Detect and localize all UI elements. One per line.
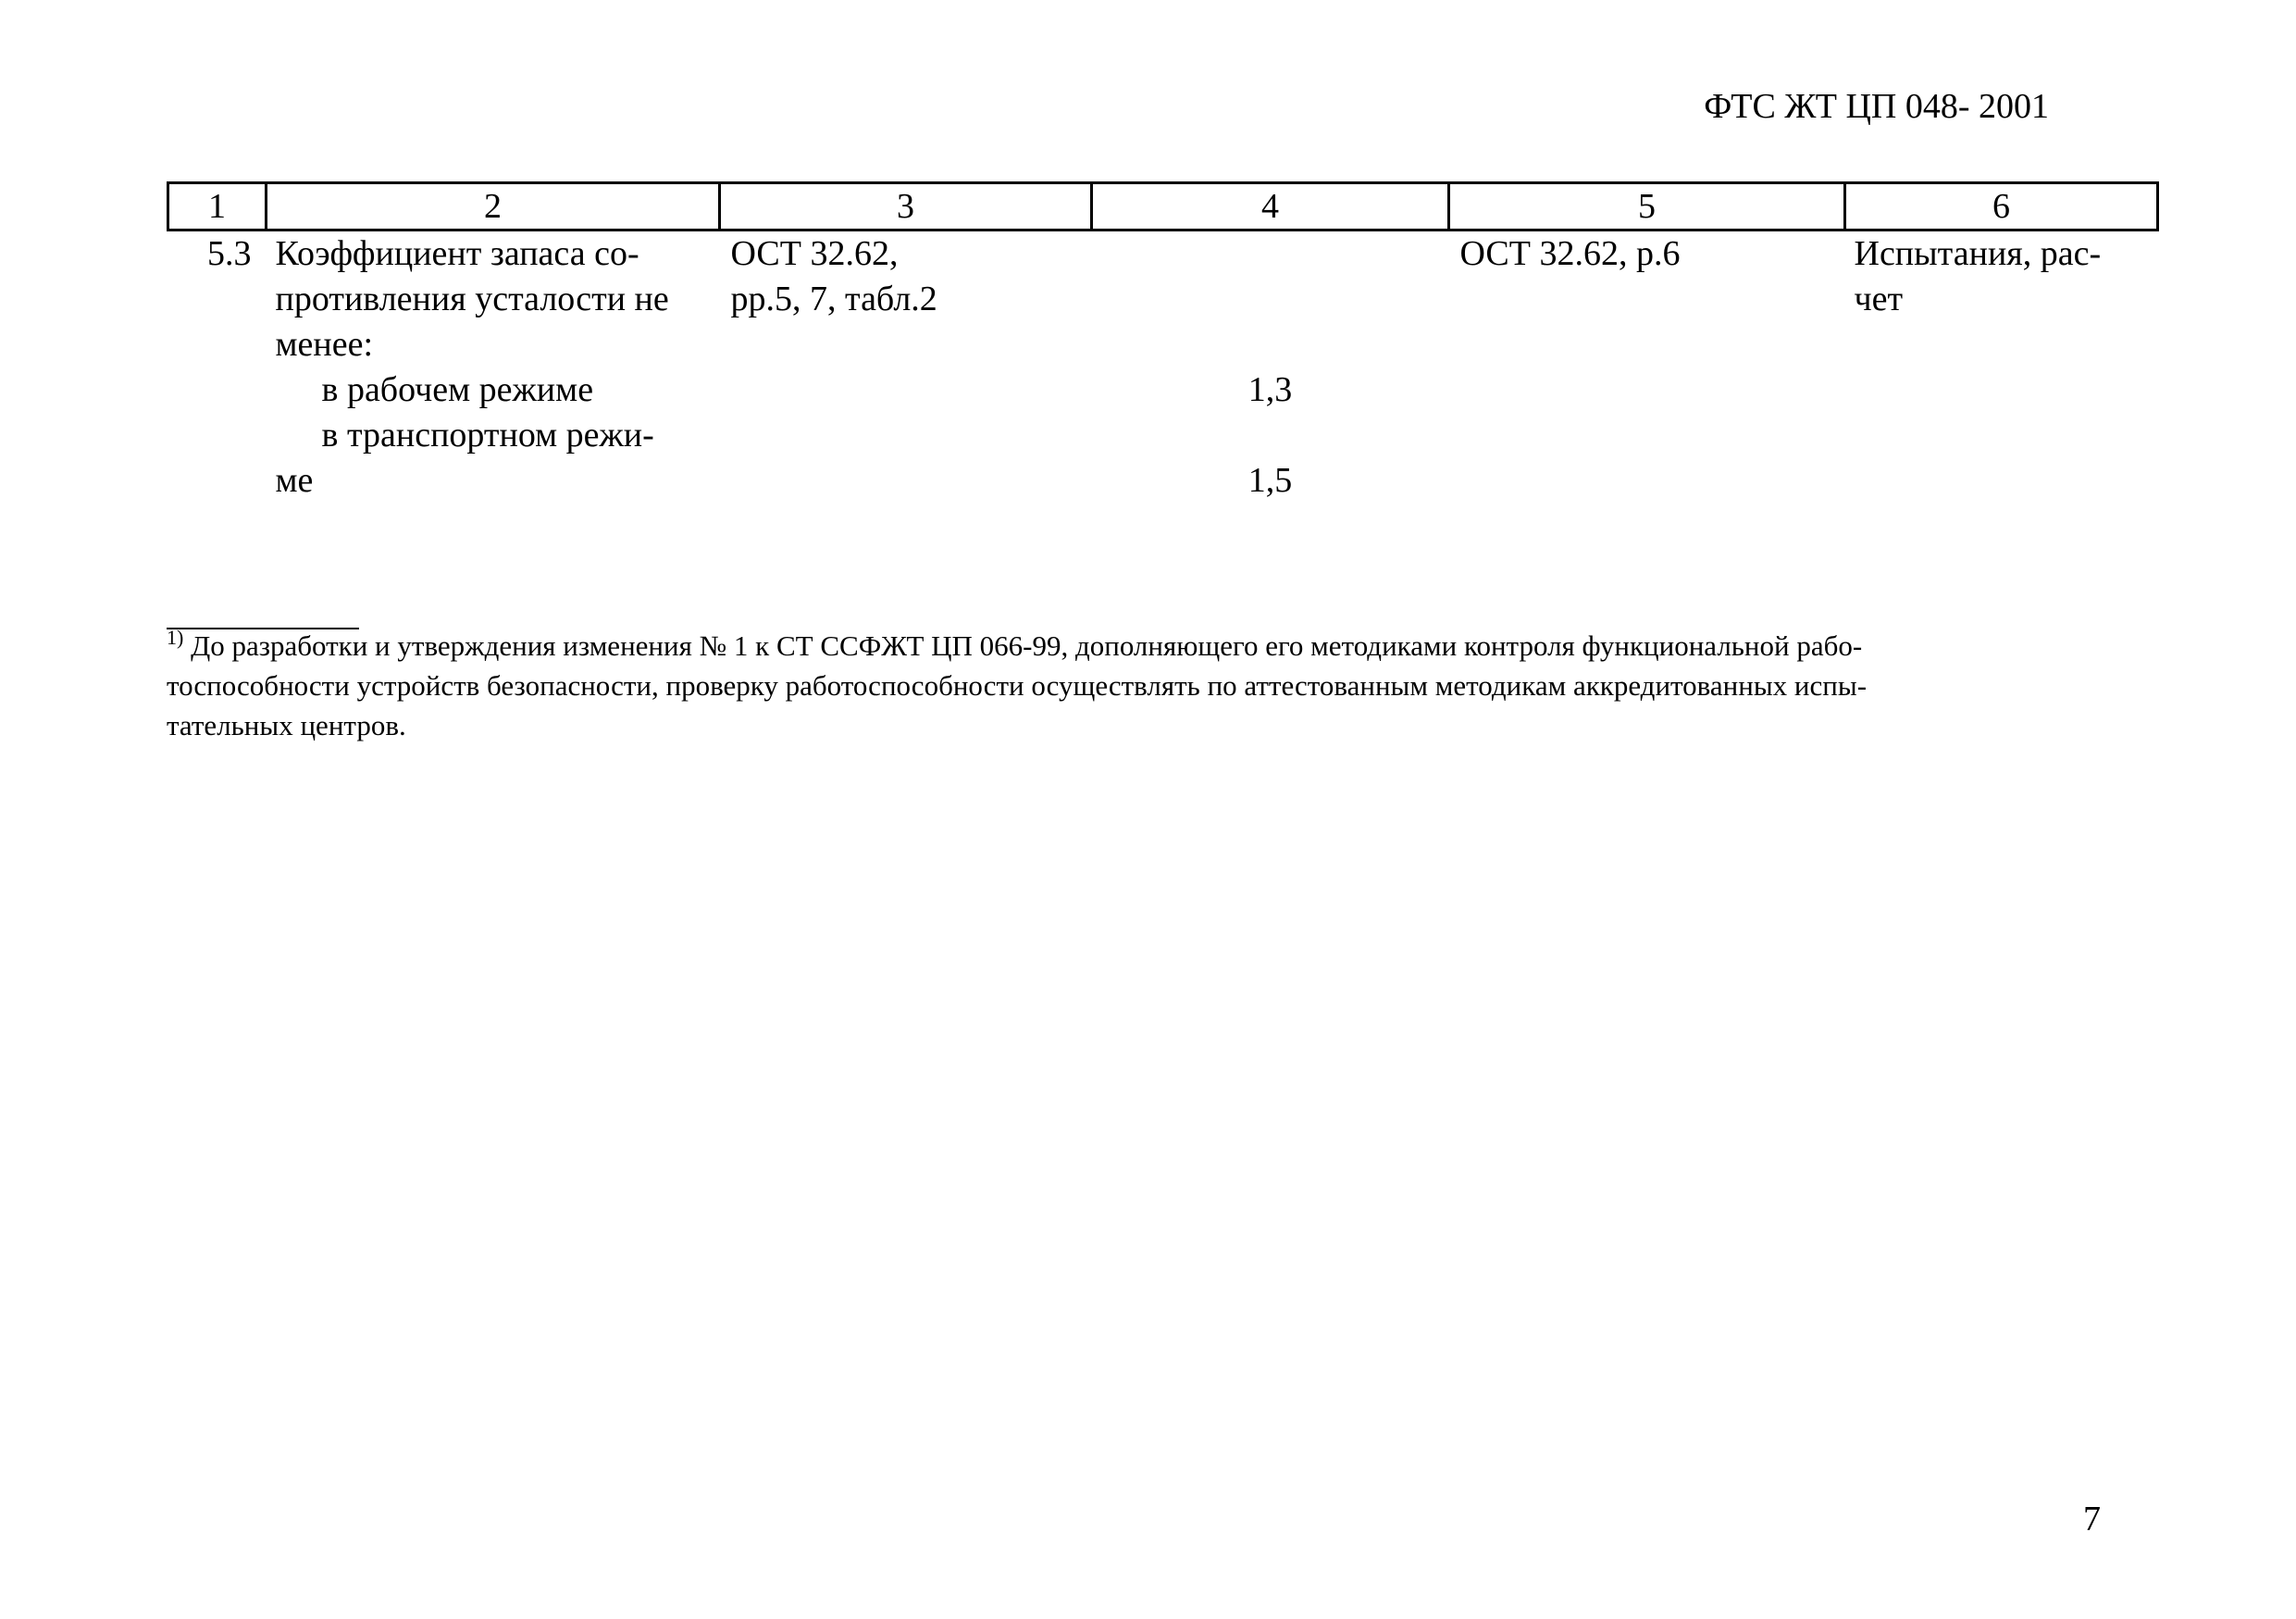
page-number: 7 xyxy=(2083,1500,2101,1538)
operating-mode-value: 1,3 xyxy=(1247,370,1293,409)
transport-mode-label: в транспортном режи- xyxy=(321,416,654,455)
reference-doc-line: рр.5, 7, табл.2 xyxy=(730,280,937,318)
column-header-4: 4 xyxy=(1092,183,1449,230)
parameter-name-line: Коэффициент запаса со- xyxy=(275,234,639,273)
parameter-name-line: менее: xyxy=(275,325,374,364)
column-header-6: 6 xyxy=(1845,183,2158,230)
transport-mode-label-cont: ме xyxy=(275,461,314,500)
footnote-line: тательных центров. xyxy=(167,709,406,741)
footnote-text: До разработки и утверждения изменения № 1 к СТ ССФЖТ ЦП 066-99, дополняющего его методиками контроля функциональной рабо- xyxy=(191,629,1863,662)
footnote xyxy=(167,626,2128,745)
verification-type-line: чет xyxy=(1854,280,1904,318)
footnote-line xyxy=(167,626,2128,666)
column-header-2: 2 xyxy=(267,183,720,230)
column-header-1: 1 xyxy=(168,183,267,230)
document-code: ФТС ЖТ ЦП 048- 2001 xyxy=(1704,87,2049,126)
parameter-name-line: противления усталости не xyxy=(275,280,669,318)
transport-mode-value: 1,5 xyxy=(1247,461,1293,500)
reference-doc-line: ОСТ 32.62, xyxy=(730,234,899,273)
item-number: 5.3 xyxy=(207,234,252,273)
value-cell xyxy=(1092,230,1449,504)
test-method-cell xyxy=(1449,230,1845,504)
parameter-name-cell xyxy=(267,230,720,504)
column-header-5: 5 xyxy=(1449,183,1845,230)
column-number-row xyxy=(168,183,2158,230)
column-header-3: 3 xyxy=(720,183,1092,230)
table-row xyxy=(168,230,2158,504)
footnote-line: тоспособности устройств безопасности, проверку работоспособности осуществлять по аттестованным методикам аккредитованных испы- xyxy=(167,669,1868,702)
test-method: ОСТ 32.62, р.6 xyxy=(1459,234,1681,273)
requirements-table xyxy=(167,181,2159,504)
verification-type-line: Испытания, рас- xyxy=(1854,234,2102,273)
verification-type-cell xyxy=(1845,230,2158,504)
reference-doc-cell xyxy=(720,230,1092,504)
operating-mode-label: в рабочем режиме xyxy=(321,370,594,409)
footnote-marker: 1) xyxy=(167,626,184,649)
